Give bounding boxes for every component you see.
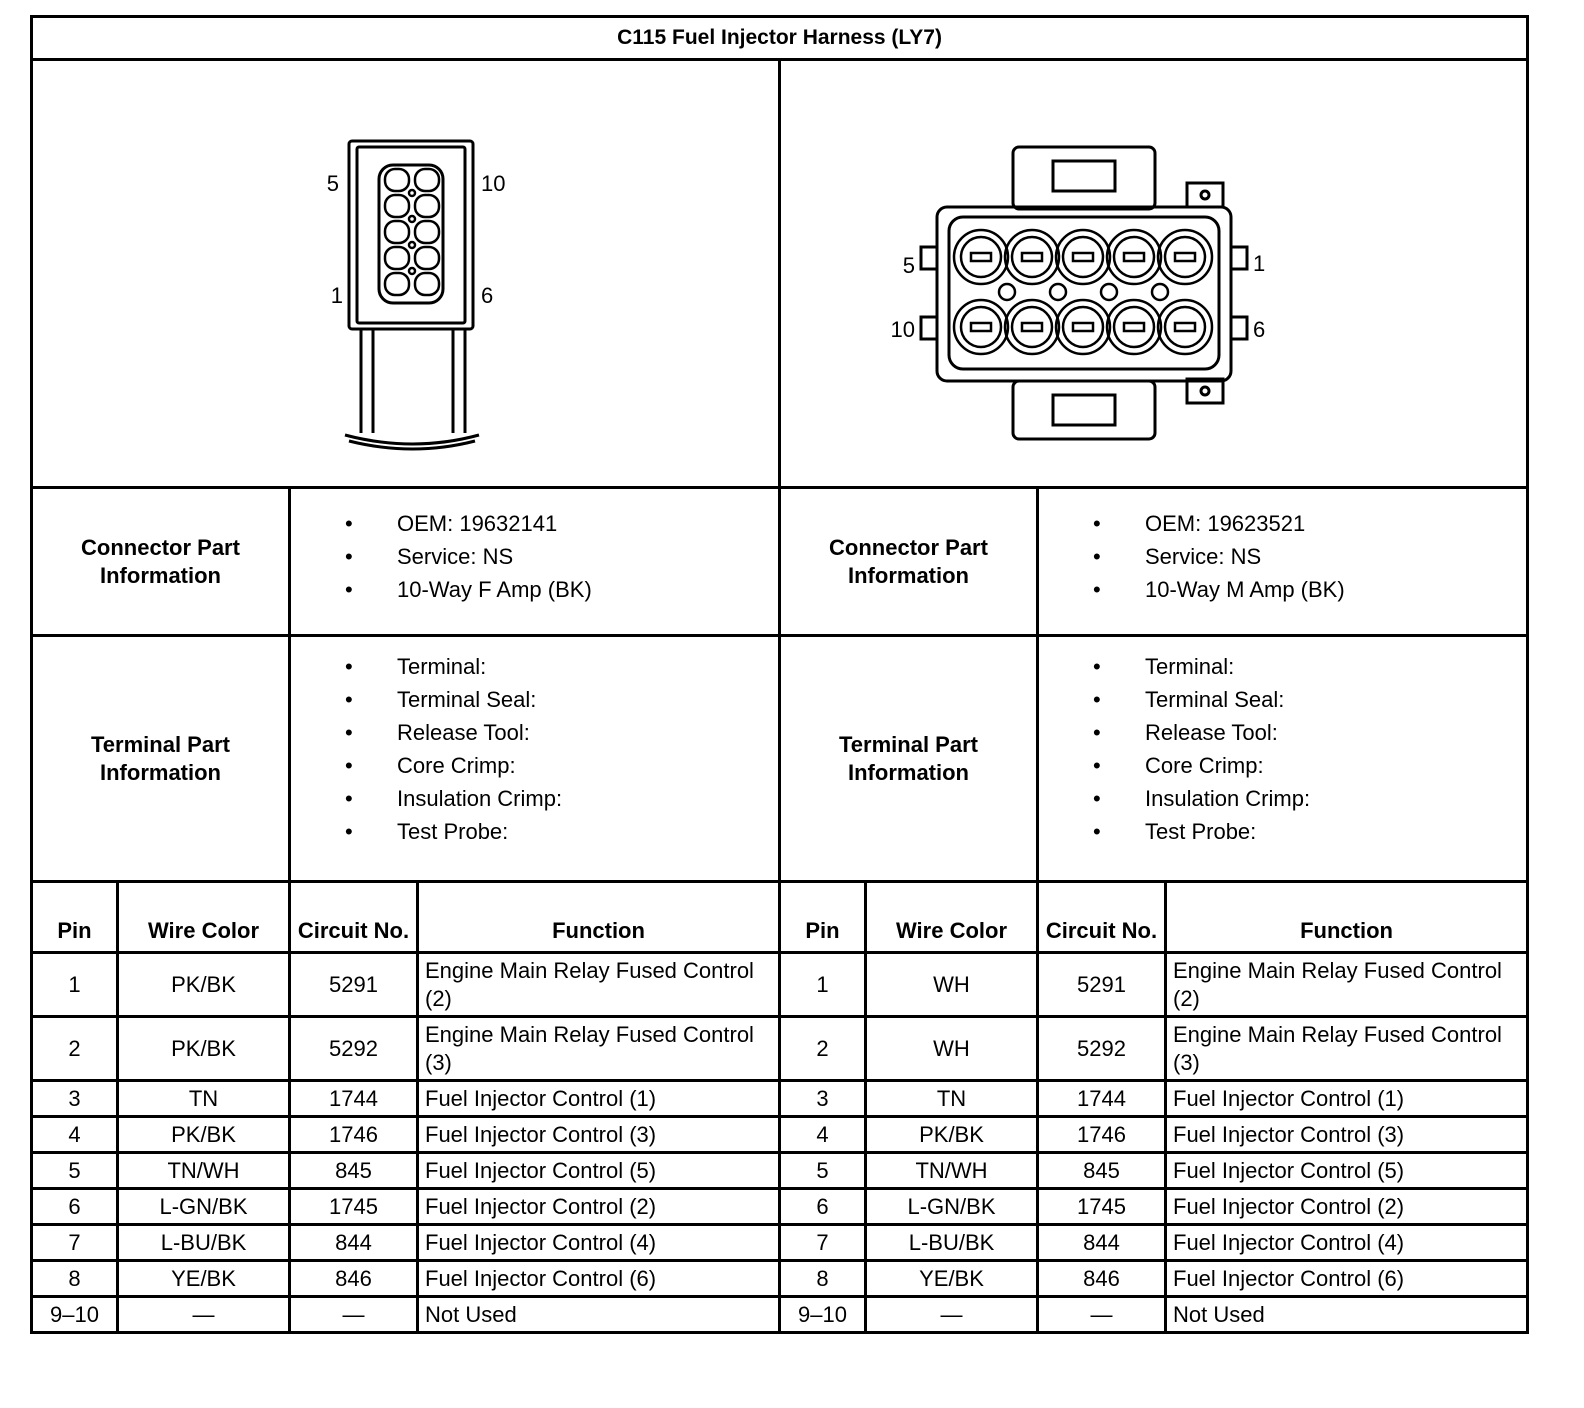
circuit-cell: 1744	[1038, 1081, 1166, 1117]
wire-color-cell: PK/BK	[118, 1117, 290, 1153]
header-circuit: Circuit No.	[1038, 882, 1166, 953]
function-cell: Fuel Injector Control (3)	[418, 1117, 780, 1153]
list-item: • Test Probe:	[341, 815, 778, 848]
pin-cell: 5	[780, 1153, 866, 1189]
female-connector-diagram-cell	[32, 60, 780, 488]
pin-label-1: 1	[330, 283, 343, 308]
terminal-info-list-cell	[290, 636, 780, 882]
pin-cell: 3	[32, 1081, 118, 1117]
circuit-cell: 1745	[1038, 1189, 1166, 1225]
header-circuit: Circuit No.	[290, 882, 418, 953]
terminal-info-label: Terminal Part Information	[780, 636, 1038, 882]
wire-color-cell: PK/BK	[118, 1017, 290, 1081]
connector-info-list-cell	[1038, 488, 1528, 636]
list-item: • Core Crimp:	[341, 749, 778, 782]
function-cell: Fuel Injector Control (5)	[1166, 1153, 1528, 1189]
list-item: • Release Tool:	[1089, 716, 1526, 749]
function-cell: Fuel Injector Control (5)	[418, 1153, 780, 1189]
pin-cell: 6	[32, 1189, 118, 1225]
circuit-cell: 844	[290, 1225, 418, 1261]
circuit-cell: 5291	[1038, 953, 1166, 1017]
function-cell: Engine Main Relay Fused Control (2)	[1166, 953, 1528, 1017]
wire-color-cell: TN/WH	[866, 1153, 1038, 1189]
connector-info-list-cell	[290, 488, 780, 636]
function-cell: Fuel Injector Control (4)	[418, 1225, 780, 1261]
function-cell: Fuel Injector Control (6)	[418, 1261, 780, 1297]
list-item: • Service: NS	[1089, 540, 1526, 573]
list-item: • Terminal Seal:	[341, 683, 778, 716]
header-wire-color: Wire Color	[866, 882, 1038, 953]
pin-label-10: 10	[890, 317, 915, 342]
list-item: • 10-Way M Amp (BK)	[1089, 573, 1526, 606]
circuit-cell: 5292	[1038, 1017, 1166, 1081]
wire-color-cell: YE/BK	[866, 1261, 1038, 1297]
circuit-cell: 1746	[1038, 1117, 1166, 1153]
list-item: • OEM: 19632141	[341, 507, 778, 540]
list-item: • Test Probe:	[1089, 815, 1526, 848]
connector-info-list	[291, 507, 778, 606]
function-cell: Fuel Injector Control (4)	[1166, 1225, 1528, 1261]
wire-color-cell: L-GN/BK	[118, 1189, 290, 1225]
page-title: C115 Fuel Injector Harness (LY7)	[32, 17, 1528, 60]
list-item: • 10-Way F Amp (BK)	[341, 573, 778, 606]
pin-label-6: 6	[1252, 317, 1265, 342]
terminal-info-label: Terminal Part Information	[32, 636, 290, 882]
list-item: • Insulation Crimp:	[1089, 782, 1526, 815]
list-item: • Service: NS	[341, 540, 778, 573]
circuit-cell: 1745	[290, 1189, 418, 1225]
table-row	[32, 1153, 1528, 1189]
wire-color-cell: WH	[866, 1017, 1038, 1081]
pin-label-5: 5	[326, 171, 339, 196]
pin-table-body	[32, 953, 1528, 1333]
terminal-info-list-cell	[1038, 636, 1528, 882]
circuit-cell: 846	[1038, 1261, 1166, 1297]
function-cell: Fuel Injector Control (2)	[418, 1189, 780, 1225]
pin-label-5: 5	[902, 253, 915, 278]
circuit-cell: —	[290, 1297, 418, 1333]
pin-label-6: 6	[480, 283, 493, 308]
list-item: • OEM: 19623521	[1089, 507, 1526, 540]
function-cell: Fuel Injector Control (6)	[1166, 1261, 1528, 1297]
circuit-cell: 1746	[290, 1117, 418, 1153]
circuit-cell: 845	[1038, 1153, 1166, 1189]
pin-cell: 8	[32, 1261, 118, 1297]
list-item: • Core Crimp:	[1089, 749, 1526, 782]
terminal-info-list	[1039, 650, 1526, 848]
circuit-cell: 1744	[290, 1081, 418, 1117]
function-cell: Not Used	[1166, 1297, 1528, 1333]
header-pin: Pin	[32, 882, 118, 953]
list-item: • Release Tool:	[341, 716, 778, 749]
wire-color-cell: —	[866, 1297, 1038, 1333]
circuit-cell: 844	[1038, 1225, 1166, 1261]
connector-info-label: Connector Part Information	[780, 488, 1038, 636]
header-function: Function	[418, 882, 780, 953]
function-cell: Engine Main Relay Fused Control (2)	[418, 953, 780, 1017]
table-row	[32, 1017, 1528, 1081]
function-cell: Fuel Injector Control (1)	[1166, 1081, 1528, 1117]
pin-cell: 9–10	[780, 1297, 866, 1333]
table-row	[32, 953, 1528, 1017]
pin-cell: 1	[32, 953, 118, 1017]
pin-cell: 5	[32, 1153, 118, 1189]
list-item: • Insulation Crimp:	[341, 782, 778, 815]
male-connector-drawing	[783, 61, 1525, 481]
pin-cell: 4	[32, 1117, 118, 1153]
pin-cell: 1	[780, 953, 866, 1017]
pin-label-10: 10	[480, 171, 505, 196]
wire-color-cell: L-GN/BK	[866, 1189, 1038, 1225]
circuit-cell: 5291	[290, 953, 418, 1017]
pin-cell: 9–10	[32, 1297, 118, 1333]
function-cell: Engine Main Relay Fused Control (3)	[418, 1017, 780, 1081]
function-cell: Not Used	[418, 1297, 780, 1333]
header-function: Function	[1166, 882, 1528, 953]
wire-color-cell: TN	[866, 1081, 1038, 1117]
table-row	[32, 1117, 1528, 1153]
connector-sheet	[30, 15, 1529, 1334]
circuit-cell: 846	[290, 1261, 418, 1297]
connector-info-label: Connector Part Information	[32, 488, 290, 636]
terminal-info-list	[291, 650, 778, 848]
wire-color-cell: PK/BK	[118, 953, 290, 1017]
male-connector-diagram-cell	[780, 60, 1528, 488]
circuit-cell: 5292	[290, 1017, 418, 1081]
table-row	[32, 1225, 1528, 1261]
pin-cell: 3	[780, 1081, 866, 1117]
wire-color-cell: L-BU/BK	[118, 1225, 290, 1261]
table-row	[32, 1189, 1528, 1225]
header-wire-color: Wire Color	[118, 882, 290, 953]
pin-label-1: 1	[1252, 251, 1265, 276]
list-item: • Terminal:	[341, 650, 778, 683]
function-cell: Fuel Injector Control (1)	[418, 1081, 780, 1117]
wire-color-cell: PK/BK	[866, 1117, 1038, 1153]
pin-cell: 6	[780, 1189, 866, 1225]
pin-cell: 8	[780, 1261, 866, 1297]
connector-table	[30, 15, 1529, 1334]
wire-color-cell: YE/BK	[118, 1261, 290, 1297]
wire-color-cell: —	[118, 1297, 290, 1333]
function-cell: Fuel Injector Control (3)	[1166, 1117, 1528, 1153]
pin-cell: 4	[780, 1117, 866, 1153]
wire-color-cell: TN/WH	[118, 1153, 290, 1189]
pin-cell: 2	[780, 1017, 866, 1081]
function-cell: Engine Main Relay Fused Control (3)	[1166, 1017, 1528, 1081]
pin-cell: 2	[32, 1017, 118, 1081]
pin-cell: 7	[780, 1225, 866, 1261]
function-cell: Fuel Injector Control (2)	[1166, 1189, 1528, 1225]
wire-color-cell: WH	[866, 953, 1038, 1017]
table-row	[32, 1081, 1528, 1117]
circuit-cell: 845	[290, 1153, 418, 1189]
pin-cell: 7	[32, 1225, 118, 1261]
connector-info-list	[1039, 507, 1526, 606]
header-pin: Pin	[780, 882, 866, 953]
female-connector-drawing	[35, 61, 777, 481]
list-item: • Terminal Seal:	[1089, 683, 1526, 716]
wire-color-cell: L-BU/BK	[866, 1225, 1038, 1261]
circuit-cell: —	[1038, 1297, 1166, 1333]
table-row	[32, 1297, 1528, 1333]
wire-color-cell: TN	[118, 1081, 290, 1117]
list-item: • Terminal:	[1089, 650, 1526, 683]
table-row	[32, 1261, 1528, 1297]
